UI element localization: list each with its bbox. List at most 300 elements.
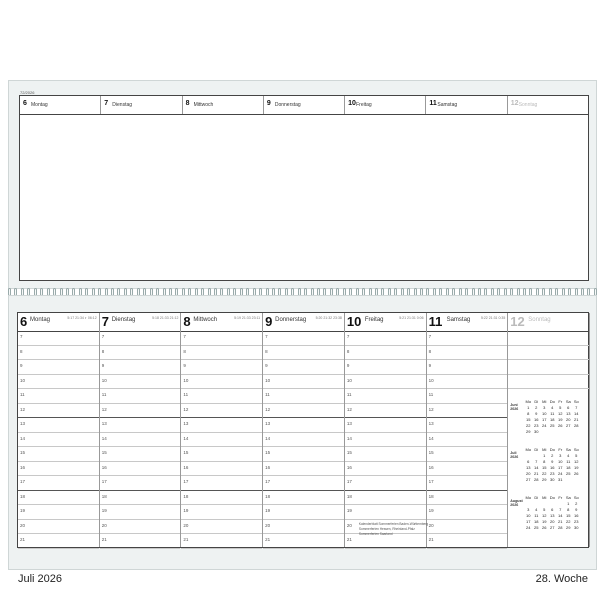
hour-label: 14 <box>428 435 434 441</box>
hour-slot[interactable] <box>181 418 262 433</box>
mini-calendar-day: 18 <box>566 465 571 470</box>
hour-label: 15 <box>346 450 352 455</box>
hour-slot[interactable] <box>100 346 181 361</box>
mini-calendar-day: 31 <box>558 477 563 482</box>
mini-calendar-day: 17 <box>558 465 563 470</box>
hour-slot[interactable] <box>345 360 426 375</box>
hour-label: 7 <box>101 334 105 339</box>
mini-calendar-day: 24 <box>542 423 547 428</box>
hour-label: 20 <box>20 522 26 528</box>
hour-label: 13 <box>428 421 434 426</box>
hour-label: 20 <box>101 522 107 528</box>
hour-slot[interactable] <box>100 534 181 549</box>
hour-label: 14 <box>265 435 271 441</box>
hour-label: 12 <box>346 406 352 412</box>
mini-calendar-day: Di <box>534 399 539 404</box>
note-line[interactable] <box>508 346 589 361</box>
hour-label: 10 <box>101 377 107 383</box>
hour-slot[interactable] <box>427 375 508 390</box>
mini-calendar-day: 25 <box>550 423 555 428</box>
hour-slot[interactable] <box>100 520 181 535</box>
hour-slot[interactable] <box>181 331 262 346</box>
hour-slot[interactable] <box>181 491 262 506</box>
mini-calendar-day: 19 <box>542 519 547 524</box>
mini-calendar-day: 22 <box>542 471 547 476</box>
hour-label: 12 <box>101 406 107 412</box>
mini-calendar-day: 1 <box>543 453 546 458</box>
sun-moon-times: 5:21 21:31 0:06 <box>399 316 424 320</box>
hour-slot[interactable] <box>181 404 262 419</box>
hour-slot[interactable] <box>345 462 426 477</box>
hour-slot[interactable] <box>181 433 262 448</box>
mini-calendar-day: Fr <box>558 399 563 404</box>
hour-label: 17 <box>428 479 434 484</box>
mini-calendar-day: Mi <box>542 495 547 500</box>
hour-slot[interactable] <box>181 360 262 375</box>
mini-calendar-day <box>564 429 572 435</box>
mini-calendar-day: Fr <box>558 447 563 452</box>
mini-calendar-day: 16 <box>534 417 539 422</box>
sun-moon-times: 5:22 21:31 0:35 <box>480 316 506 320</box>
hour-slot[interactable] <box>345 476 426 491</box>
hour-slot[interactable] <box>181 505 262 520</box>
mini-calendar-month <box>510 447 588 493</box>
hour-label: 19 <box>346 508 352 513</box>
hour-label: 11 <box>346 392 352 397</box>
sun-moon-times: 5:20 21:32 23:38 <box>315 316 342 320</box>
hour-label: 19 <box>265 508 271 513</box>
hour-slot[interactable] <box>427 476 508 491</box>
hour-label: 10 <box>20 377 26 383</box>
hour-slot[interactable] <box>345 389 426 404</box>
hour-slot[interactable] <box>427 505 508 520</box>
day-header <box>508 313 589 332</box>
day-header <box>181 313 262 332</box>
hour-label: 15 <box>428 450 434 455</box>
mini-calendar-day: Sa <box>565 495 571 500</box>
hour-label: 10 <box>346 377 352 383</box>
mini-calendar-day: Mo <box>525 399 532 404</box>
mini-calendar-day: 12 <box>574 459 579 464</box>
mini-calendar-day: 4 <box>551 405 554 410</box>
hour-label: 21 <box>428 537 434 542</box>
mini-calendar-day: 6 <box>551 507 554 512</box>
mini-calendar-day: 10 <box>526 513 531 518</box>
mini-calendar-day: 21 <box>534 471 539 476</box>
hour-label: 14 <box>346 435 352 441</box>
hour-label: 13 <box>101 421 107 426</box>
top-day-cell <box>426 96 507 114</box>
hour-slot[interactable] <box>18 331 99 346</box>
hour-slot[interactable] <box>345 404 426 419</box>
top-day-number: 12 <box>510 100 519 107</box>
top-day-name: Freitag <box>356 102 372 108</box>
top-calendar-sheet <box>8 80 597 289</box>
mini-calendar-day: 4 <box>535 507 538 512</box>
hour-slot[interactable] <box>427 346 508 361</box>
mini-calendar-day: 1 <box>567 501 570 506</box>
hour-slot[interactable] <box>427 520 508 535</box>
hour-label: 21 <box>265 537 271 542</box>
note-line[interactable] <box>508 331 589 346</box>
hour-label: 9 <box>183 363 186 368</box>
day-number: 9 <box>265 314 273 329</box>
mini-calendar-day: 27 <box>526 477 531 482</box>
mini-calendar-day: 14 <box>574 411 579 416</box>
hour-label: 15 <box>183 450 189 455</box>
hour-slot[interactable] <box>181 462 262 477</box>
hour-slot[interactable] <box>18 491 99 506</box>
hour-slot[interactable] <box>263 346 344 361</box>
hour-slot[interactable] <box>18 534 99 549</box>
hour-slot[interactable] <box>263 331 344 346</box>
hour-label: 17 <box>183 479 189 484</box>
hour-slot[interactable] <box>100 375 181 390</box>
hour-label: 16 <box>346 464 352 470</box>
hour-label: 9 <box>265 363 268 368</box>
hour-label: 14 <box>183 435 189 441</box>
top-day-cell <box>345 96 426 114</box>
mini-calendar-day: 11 <box>566 459 571 464</box>
mini-calendar-grid <box>524 399 580 435</box>
hour-label: 9 <box>428 363 432 368</box>
hour-slot[interactable] <box>18 360 99 375</box>
day-number: 6 <box>20 314 28 329</box>
hour-slot[interactable] <box>100 404 181 419</box>
mini-calendar-day: 29 <box>566 525 571 530</box>
hour-label: 15 <box>101 450 107 455</box>
hour-slot[interactable] <box>427 491 508 506</box>
hour-label: 20 <box>428 522 434 528</box>
mini-calendar-day: 11 <box>534 513 539 518</box>
mini-calendar-day: 8 <box>543 459 546 464</box>
hour-slot[interactable] <box>427 418 508 433</box>
mini-calendar-day: 2 <box>575 501 578 506</box>
hour-slot[interactable] <box>18 418 99 433</box>
hour-slot[interactable] <box>181 375 262 390</box>
mini-calendar-month <box>510 495 588 541</box>
mini-calendar-day: 28 <box>558 525 563 530</box>
hour-slot[interactable] <box>427 331 508 346</box>
top-day-cell <box>183 96 264 114</box>
day-header <box>345 313 426 332</box>
mini-calendar-day: 17 <box>526 519 531 524</box>
hour-label: 21 <box>346 537 352 542</box>
hour-slot[interactable] <box>181 534 262 549</box>
hour-slot[interactable] <box>181 520 262 535</box>
hour-label: 11 <box>183 392 189 397</box>
hour-slot[interactable] <box>18 476 99 491</box>
week-planner-grid <box>17 312 589 548</box>
mini-calendar-day: Mi <box>542 447 547 452</box>
mini-calendar-day: 15 <box>526 417 531 422</box>
hour-slot[interactable] <box>263 534 344 549</box>
hour-label: 10 <box>428 377 434 383</box>
hour-slot[interactable] <box>100 491 181 506</box>
mini-calendar-day: 26 <box>542 525 547 530</box>
mini-calendar-day: 5 <box>559 405 562 410</box>
mini-calendar-day: Fr <box>558 495 563 500</box>
hour-slot[interactable] <box>427 404 508 419</box>
hour-label: 11 <box>20 392 25 397</box>
mini-calendar-title: Juni 2026 <box>510 403 519 411</box>
hour-label: 19 <box>183 508 189 513</box>
hour-slot[interactable] <box>345 447 426 462</box>
hour-label: 21 <box>183 537 189 542</box>
day-number: 10 <box>346 314 362 329</box>
mini-calendar-day: 19 <box>574 465 579 470</box>
hour-slot[interactable] <box>263 520 344 535</box>
mini-calendar-day: 8 <box>527 411 530 416</box>
hour-slot[interactable] <box>100 447 181 462</box>
mini-calendar-day <box>556 429 564 435</box>
hour-label: 7 <box>265 334 268 339</box>
mini-calendar-day: 7 <box>535 459 538 464</box>
mini-calendar-day: 17 <box>542 417 547 422</box>
hour-label: 8 <box>428 348 432 354</box>
hour-slot[interactable] <box>427 534 508 549</box>
hour-label: 17 <box>346 479 352 484</box>
mini-calendar-day: 14 <box>534 465 539 470</box>
mini-calendar-day: 22 <box>526 423 531 428</box>
hour-slot[interactable] <box>263 418 344 433</box>
hour-slot[interactable] <box>263 375 344 390</box>
top-day-name: Montag <box>31 102 48 108</box>
hour-label: 9 <box>101 363 105 368</box>
hour-slot[interactable] <box>100 389 181 404</box>
month-label: Juli 2026 <box>18 573 63 585</box>
hour-label: 11 <box>101 392 107 397</box>
mini-calendar-day: 2 <box>551 453 554 458</box>
mini-calendar-day: 23 <box>574 519 579 524</box>
hour-slot[interactable] <box>100 360 181 375</box>
day-number: 11 <box>428 314 443 329</box>
hour-label: 17 <box>265 479 271 484</box>
hour-slot[interactable] <box>263 404 344 419</box>
mini-calendar-day: Mi <box>542 399 547 404</box>
sun-moon-times: 5:18 21:33 21:12 <box>152 316 179 320</box>
day-header <box>18 313 99 332</box>
hour-label: 18 <box>428 493 434 499</box>
hour-label: 13 <box>20 421 26 426</box>
mini-calendar-day: 26 <box>574 471 579 476</box>
top-week-header <box>20 96 588 115</box>
top-week-grid <box>19 95 589 281</box>
hour-slot[interactable] <box>345 346 426 361</box>
mini-calendar-day: Do <box>549 447 555 452</box>
day-name: Sonntag <box>528 317 551 323</box>
hour-slot[interactable] <box>345 418 426 433</box>
hour-slot[interactable] <box>263 447 344 462</box>
hour-slot[interactable] <box>100 476 181 491</box>
mini-calendar-day: 25 <box>566 471 571 476</box>
hour-slot[interactable] <box>181 346 262 361</box>
mini-calendar-day: 12 <box>558 411 563 416</box>
hour-slot[interactable] <box>18 389 99 404</box>
day-name: Freitag <box>364 317 384 323</box>
mini-calendar-day: 20 <box>550 519 555 524</box>
hour-slot[interactable] <box>18 375 99 390</box>
mini-calendar-day: 15 <box>566 513 571 518</box>
mini-calendar-day: 16 <box>550 465 555 470</box>
hour-label: 8 <box>183 348 186 354</box>
top-day-name: Dienstag <box>112 102 133 108</box>
holiday-note: Sommerferien Hessen, Rheinland-Pfalz <box>358 526 415 531</box>
day-number: 8 <box>183 314 191 329</box>
hour-label: 9 <box>346 363 350 368</box>
hour-slot[interactable] <box>427 447 508 462</box>
hour-label: 8 <box>346 348 350 354</box>
top-day-number: 10 <box>348 100 356 107</box>
note-line[interactable] <box>508 360 589 375</box>
mini-calendar-day: 10 <box>558 459 563 464</box>
mini-calendar-day: 15 <box>542 465 547 470</box>
day-header <box>427 313 508 332</box>
hour-label: 14 <box>20 435 26 441</box>
hour-slot[interactable] <box>181 389 262 404</box>
hour-slot[interactable] <box>263 505 344 520</box>
mini-calendar-day: 14 <box>558 513 563 518</box>
mini-calendar-day <box>548 429 556 435</box>
top-day-number: 11 <box>429 100 437 107</box>
hour-slot[interactable] <box>18 462 99 477</box>
top-day-name: Samstag <box>437 102 458 108</box>
mini-calendar-day: 9 <box>575 507 578 512</box>
mini-calendar-day: 30 <box>550 477 555 482</box>
hour-label: 8 <box>101 348 105 354</box>
hour-slot[interactable] <box>263 476 344 491</box>
top-day-cell <box>20 96 101 114</box>
top-day-cell <box>264 96 345 114</box>
mini-calendar-day: Mo <box>525 495 532 500</box>
hour-slot[interactable] <box>18 404 99 419</box>
hour-label: 12 <box>428 406 434 412</box>
day-column <box>345 313 427 547</box>
mini-calendar-day: Sa <box>565 399 571 404</box>
hour-label: 15 <box>265 450 271 455</box>
hour-slot[interactable] <box>100 433 181 448</box>
hour-slot[interactable] <box>345 331 426 346</box>
hour-slot[interactable] <box>100 331 181 346</box>
day-column <box>18 313 100 547</box>
hour-label: 13 <box>346 421 352 426</box>
mini-calendar-day: 27 <box>550 525 555 530</box>
hour-slot[interactable] <box>345 375 426 390</box>
hour-label: 18 <box>183 493 189 499</box>
mini-calendar-day: 29 <box>526 429 531 434</box>
mini-calendar-day: 21 <box>574 417 579 422</box>
hour-slot[interactable] <box>263 462 344 477</box>
hour-label: 13 <box>183 421 189 426</box>
top-sheet-label: 72/2026 <box>20 90 35 95</box>
mini-calendar-day <box>540 429 548 435</box>
hour-label: 8 <box>265 348 268 354</box>
day-name: Donnerstag <box>275 317 307 323</box>
hour-slot[interactable] <box>18 447 99 462</box>
mini-calendar-day: 28 <box>574 423 579 428</box>
mini-calendar-day <box>572 429 580 435</box>
hour-label: 12 <box>183 406 189 412</box>
note-line[interactable] <box>508 375 589 390</box>
mini-calendar-day: Do <box>549 399 555 404</box>
hour-slot[interactable] <box>263 360 344 375</box>
mini-calendar-day: 22 <box>566 519 571 524</box>
hour-slot[interactable] <box>181 476 262 491</box>
hour-slot[interactable] <box>18 346 99 361</box>
hour-slot[interactable] <box>345 505 426 520</box>
hour-slot[interactable] <box>427 462 508 477</box>
mini-calendar-day: 13 <box>526 465 531 470</box>
hour-slot[interactable] <box>100 418 181 433</box>
bottom-calendar-sheet <box>8 295 597 570</box>
hour-slot[interactable] <box>345 491 426 506</box>
mini-calendar-day: 30 <box>574 525 579 530</box>
sun-moon-times: 5:17 21:34 ◐ 06:12 <box>67 316 97 320</box>
hour-label: 18 <box>265 493 271 499</box>
hour-slot[interactable] <box>18 433 99 448</box>
mini-calendar-day: 23 <box>534 423 539 428</box>
hour-label: 12 <box>20 406 26 412</box>
hour-slot[interactable] <box>18 505 99 520</box>
mini-calendar-title: Juli 2026 <box>510 451 519 459</box>
top-day-number: 9 <box>266 100 271 107</box>
mini-calendar-day: 2 <box>535 405 538 410</box>
mini-calendar-day: 12 <box>542 513 547 518</box>
hour-label: 14 <box>101 435 107 441</box>
hour-label: 16 <box>265 464 271 470</box>
sun-moon-times: 5:19 21:33 23:11 <box>234 316 261 320</box>
hour-slot[interactable] <box>427 389 508 404</box>
hour-slot[interactable] <box>427 360 508 375</box>
hour-label: 16 <box>428 464 434 470</box>
mini-calendar-day: 1 <box>527 405 530 410</box>
hour-slot[interactable] <box>263 433 344 448</box>
mini-calendar-day: 9 <box>535 411 538 416</box>
hour-slot[interactable] <box>427 433 508 448</box>
mini-calendar-day: 16 <box>574 513 579 518</box>
mini-calendar-day: 28 <box>534 477 539 482</box>
hour-slot[interactable] <box>18 520 99 535</box>
hour-slot[interactable] <box>100 462 181 477</box>
hour-label: 10 <box>265 377 271 383</box>
top-day-number: 6 <box>23 100 27 107</box>
hour-label: 7 <box>183 334 186 339</box>
day-header <box>263 313 344 332</box>
mini-calendar-day: So <box>573 399 579 404</box>
day-name: Samstag <box>446 317 471 323</box>
mini-calendar-day: 6 <box>527 459 530 464</box>
hour-slot[interactable] <box>181 447 262 462</box>
mini-calendar-day: 5 <box>543 507 546 512</box>
hour-label: 7 <box>346 334 350 339</box>
hour-slot[interactable] <box>263 491 344 506</box>
hour-label: 18 <box>346 493 352 499</box>
mini-calendar-day: Di <box>534 447 539 452</box>
mini-calendar-day: 3 <box>543 405 546 410</box>
hour-slot[interactable] <box>345 433 426 448</box>
mini-calendar-day: 21 <box>558 519 563 524</box>
mini-calendar-day: 29 <box>542 477 547 482</box>
hour-slot[interactable] <box>263 389 344 404</box>
hour-label: 18 <box>20 493 26 499</box>
hour-label: 16 <box>20 464 26 470</box>
mini-calendar-day: 24 <box>526 525 531 530</box>
hour-label: 19 <box>101 508 107 513</box>
mini-calendar-day: 20 <box>526 471 531 476</box>
mini-calendar-day: 18 <box>550 417 555 422</box>
day-name: Dienstag <box>111 317 136 323</box>
hour-slot[interactable] <box>100 505 181 520</box>
